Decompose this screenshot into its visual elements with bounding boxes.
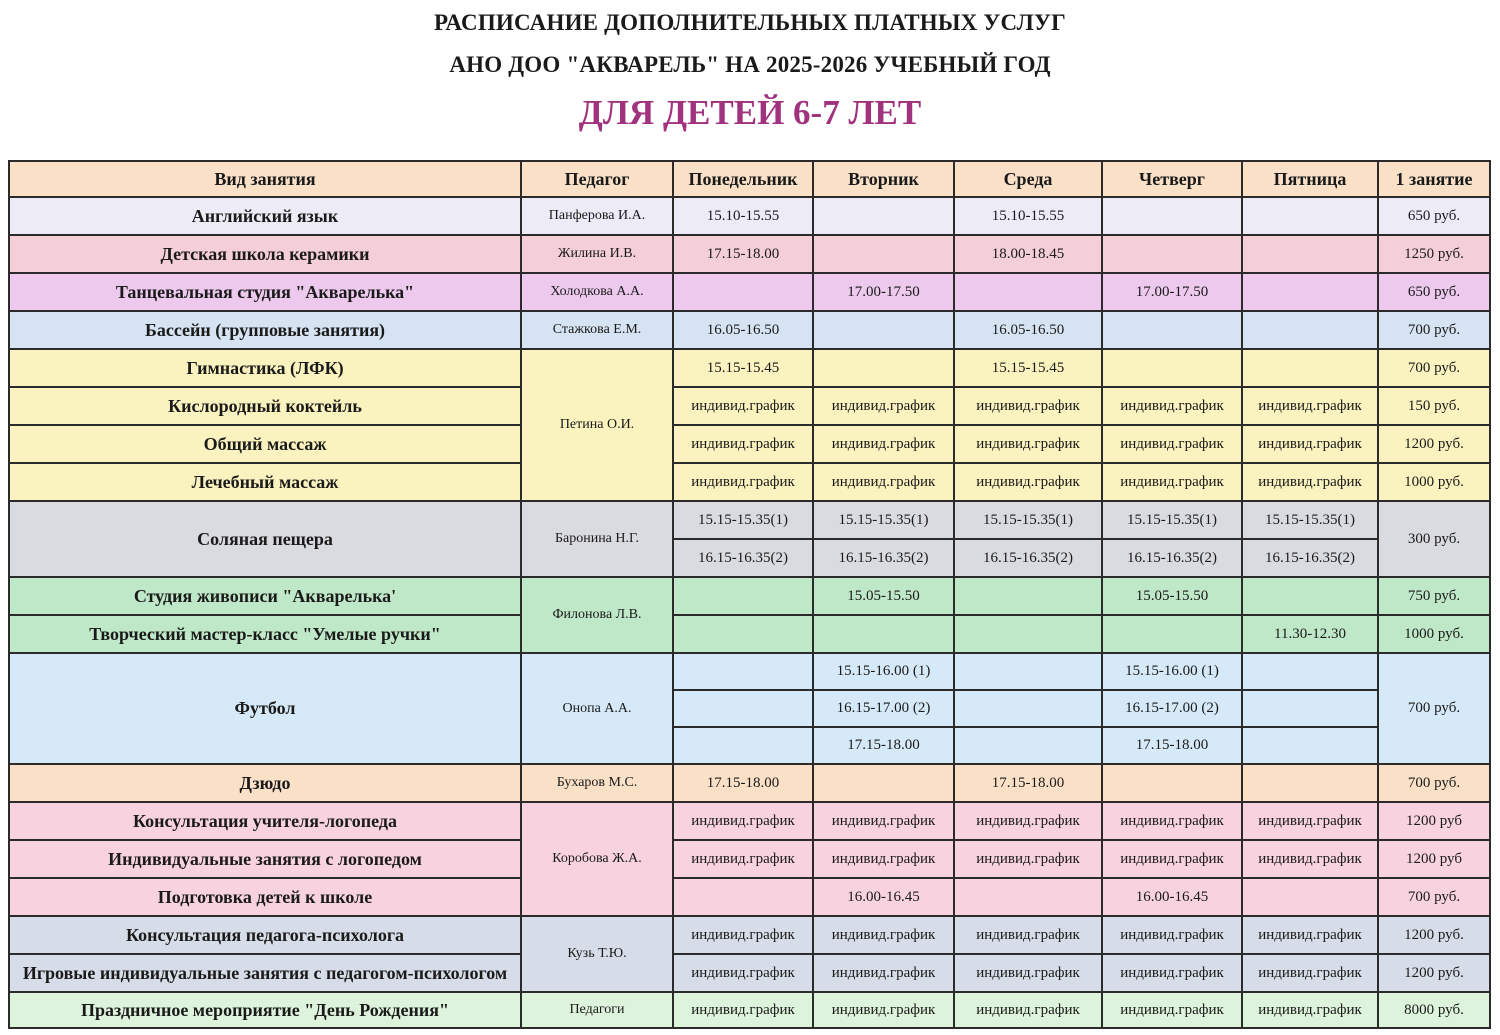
time-cell: 11.30-12.30	[1242, 615, 1378, 653]
table-row	[9, 463, 1490, 501]
price-cell: 1200 руб	[1378, 840, 1490, 878]
time-cell: индивид.график	[954, 387, 1102, 425]
time-cell: индивид.график	[1102, 387, 1242, 425]
time-cell: индивид.график	[1242, 463, 1378, 501]
time-cell	[1242, 727, 1378, 764]
teacher-cell: Петина О.И.	[521, 349, 673, 501]
time-cell: индивид.график	[1242, 992, 1378, 1028]
col-wednesday: Среда	[954, 161, 1102, 197]
time-cell: 15.15-15.35(1)	[1102, 501, 1242, 539]
time-cell: 17.15-18.00	[1102, 727, 1242, 764]
activity-cell: Дзюдо	[9, 764, 521, 802]
time-cell	[954, 878, 1102, 916]
activity-cell: Праздничное мероприятие "День Рождения"	[9, 992, 521, 1028]
time-cell: 15.15-15.45	[954, 349, 1102, 387]
time-cell: индивид.график	[1102, 840, 1242, 878]
time-cell: индивид.график	[954, 954, 1102, 992]
time-cell: 15.15-15.45	[673, 349, 813, 387]
table-row	[9, 954, 1490, 992]
time-cell: индивид.график	[673, 387, 813, 425]
col-price: 1 занятие	[1378, 161, 1490, 197]
time-cell: 18.00-18.45	[954, 235, 1102, 273]
time-cell: индивид.график	[1102, 463, 1242, 501]
price-cell: 300 руб.	[1378, 501, 1490, 577]
time-cell	[673, 878, 813, 916]
header-row	[9, 161, 1490, 197]
table-row	[9, 992, 1490, 1028]
time-cell	[1242, 197, 1378, 235]
col-monday: Понедельник	[673, 161, 813, 197]
time-cell	[954, 727, 1102, 764]
time-cell	[813, 764, 954, 802]
table-row	[9, 311, 1490, 349]
time-cell	[1242, 273, 1378, 311]
time-cell: 15.15-15.35(1)	[954, 501, 1102, 539]
table-row	[9, 349, 1490, 387]
time-cell	[1102, 615, 1242, 653]
time-cell: индивид.график	[1242, 425, 1378, 463]
time-cell: индивид.график	[813, 916, 954, 954]
time-cell	[813, 349, 954, 387]
col-friday: Пятница	[1242, 161, 1378, 197]
price-cell: 700 руб.	[1378, 653, 1490, 764]
time-cell: 16.15-16.35(2)	[954, 539, 1102, 577]
time-cell: 15.10-15.55	[954, 197, 1102, 235]
price-cell: 1250 руб.	[1378, 235, 1490, 273]
price-cell: 1200 руб	[1378, 802, 1490, 840]
activity-cell: Соляная пещера	[9, 501, 521, 577]
teacher-cell: Педагоги	[521, 992, 673, 1028]
time-cell: индивид.график	[673, 463, 813, 501]
time-cell: 15.15-15.35(1)	[813, 501, 954, 539]
col-activity: Вид занятия	[9, 161, 521, 197]
teacher-cell: Кузь Т.Ю.	[521, 916, 673, 992]
table-row	[9, 840, 1490, 878]
price-cell: 750 руб.	[1378, 577, 1490, 615]
time-cell: индивид.график	[673, 425, 813, 463]
time-cell	[954, 653, 1102, 690]
time-cell: 17.15-18.00	[813, 727, 954, 764]
time-cell	[813, 615, 954, 653]
activity-cell: Английский язык	[9, 197, 521, 235]
activity-cell: Кислородный коктейль	[9, 387, 521, 425]
time-cell: 15.15-16.00 (1)	[1102, 653, 1242, 690]
teacher-cell: Панферова И.А.	[521, 197, 673, 235]
time-cell: индивид.график	[954, 802, 1102, 840]
table-row	[9, 802, 1490, 840]
time-cell: 15.15-15.35(1)	[1242, 501, 1378, 539]
time-cell: индивид.график	[1102, 992, 1242, 1028]
table-row	[9, 273, 1490, 311]
col-teacher: Педагог	[521, 161, 673, 197]
table-row	[9, 878, 1490, 916]
time-cell: 15.05-15.50	[1102, 577, 1242, 615]
time-cell	[1242, 764, 1378, 802]
time-cell	[813, 235, 954, 273]
time-cell: 16.15-16.35(2)	[1242, 539, 1378, 577]
time-cell: индивид.график	[673, 954, 813, 992]
activity-cell: Детская школа керамики	[9, 235, 521, 273]
activity-cell: Танцевальная студия "Акварелька"	[9, 273, 521, 311]
table-row	[9, 501, 1490, 539]
time-cell: 15.15-15.35(1)	[673, 501, 813, 539]
price-cell: 150 руб.	[1378, 387, 1490, 425]
price-cell: 700 руб.	[1378, 764, 1490, 802]
title-line-2: АНО ДОО "АКВАРЕЛЬ" НА 2025-2026 УЧЕБНЫЙ ГОД	[449, 52, 1051, 77]
time-cell	[1242, 577, 1378, 615]
time-cell	[1102, 764, 1242, 802]
time-cell: индивид.график	[673, 840, 813, 878]
activity-cell: Консультация учителя-логопеда	[9, 802, 521, 840]
time-cell	[673, 690, 813, 727]
time-cell	[813, 197, 954, 235]
time-cell	[673, 615, 813, 653]
teacher-cell: Онопа А.А.	[521, 653, 673, 764]
time-cell: индивид.график	[954, 425, 1102, 463]
title-age-group: ДЛЯ ДЕТЕЙ 6-7 ЛЕТ	[578, 93, 922, 132]
time-cell: индивид.график	[813, 840, 954, 878]
col-thursday: Четверг	[1102, 161, 1242, 197]
table-row	[9, 653, 1490, 690]
time-cell	[813, 311, 954, 349]
time-cell: 17.00-17.50	[813, 273, 954, 311]
table-row	[9, 197, 1490, 235]
time-cell: индивид.график	[954, 916, 1102, 954]
activity-cell: Индивидуальные занятия с логопедом	[9, 840, 521, 878]
table-row	[9, 577, 1490, 615]
time-cell: индивид.график	[1242, 954, 1378, 992]
time-cell: индивид.график	[954, 992, 1102, 1028]
activity-cell: Лечебный массаж	[9, 463, 521, 501]
time-cell: 16.00-16.45	[813, 878, 954, 916]
time-cell	[954, 273, 1102, 311]
time-cell	[954, 690, 1102, 727]
time-cell	[1102, 311, 1242, 349]
table-row	[9, 615, 1490, 653]
time-cell: 16.15-17.00 (2)	[1102, 690, 1242, 727]
time-cell	[1242, 653, 1378, 690]
activity-cell: Творческий мастер-класс "Умелые ручки"	[9, 615, 521, 653]
time-cell: индивид.график	[1242, 840, 1378, 878]
time-cell	[673, 577, 813, 615]
time-cell: 17.15-18.00	[954, 764, 1102, 802]
time-cell	[1102, 349, 1242, 387]
price-cell: 8000 руб.	[1378, 992, 1490, 1028]
activity-cell: Бассейн (групповые занятия)	[9, 311, 521, 349]
time-cell	[673, 653, 813, 690]
activity-cell: Футбол	[9, 653, 521, 764]
price-cell: 650 руб.	[1378, 273, 1490, 311]
table-row	[9, 916, 1490, 954]
time-cell: 17.15-18.00	[673, 235, 813, 273]
time-cell	[1102, 197, 1242, 235]
time-cell	[1242, 311, 1378, 349]
time-cell: 15.05-15.50	[813, 577, 954, 615]
price-cell: 700 руб.	[1378, 311, 1490, 349]
time-cell: индивид.график	[813, 425, 954, 463]
teacher-cell: Жилина И.В.	[521, 235, 673, 273]
time-cell: индивид.график	[813, 463, 954, 501]
time-cell: индивид.график	[813, 387, 954, 425]
time-cell	[673, 727, 813, 764]
table-row	[9, 387, 1490, 425]
time-cell	[1242, 878, 1378, 916]
price-cell: 700 руб.	[1378, 878, 1490, 916]
schedule-table	[8, 160, 1491, 1029]
activity-cell: Подготовка детей к школе	[9, 878, 521, 916]
time-cell: 16.05-16.50	[673, 311, 813, 349]
price-cell: 1200 руб.	[1378, 425, 1490, 463]
col-tuesday: Вторник	[813, 161, 954, 197]
time-cell: индивид.график	[1242, 802, 1378, 840]
teacher-cell: Баронина Н.Г.	[521, 501, 673, 577]
time-cell: индивид.график	[813, 954, 954, 992]
time-cell	[1242, 690, 1378, 727]
teacher-cell: Стажкова Е.М.	[521, 311, 673, 349]
table-row	[9, 235, 1490, 273]
price-cell: 1000 руб.	[1378, 615, 1490, 653]
time-cell: 16.15-16.35(2)	[673, 539, 813, 577]
time-cell: 17.00-17.50	[1102, 273, 1242, 311]
title-line-1: РАСПИСАНИЕ ДОПОЛНИТЕЛЬНЫХ ПЛАТНЫХ УСЛУГ	[434, 10, 1066, 35]
teacher-cell: Филонова Л.В.	[521, 577, 673, 653]
time-cell: индивид.график	[1102, 916, 1242, 954]
time-cell: 16.15-17.00 (2)	[813, 690, 954, 727]
teacher-cell: Бухаров М.С.	[521, 764, 673, 802]
time-cell: индивид.график	[673, 916, 813, 954]
time-cell: 16.00-16.45	[1102, 878, 1242, 916]
time-cell	[673, 273, 813, 311]
time-cell: индивид.график	[813, 992, 954, 1028]
time-cell	[1242, 235, 1378, 273]
time-cell: индивид.график	[1102, 802, 1242, 840]
time-cell: 17.15-18.00	[673, 764, 813, 802]
time-cell: индивид.график	[954, 840, 1102, 878]
time-cell: индивид.график	[1242, 916, 1378, 954]
time-cell	[1242, 349, 1378, 387]
price-cell: 1200 руб.	[1378, 954, 1490, 992]
activity-cell: Консультация педагога-психолога	[9, 916, 521, 954]
price-cell: 700 руб.	[1378, 349, 1490, 387]
time-cell: 16.15-16.35(2)	[1102, 539, 1242, 577]
time-cell: индивид.график	[1102, 954, 1242, 992]
time-cell: 15.10-15.55	[673, 197, 813, 235]
time-cell: индивид.график	[813, 802, 954, 840]
time-cell: 16.15-16.35(2)	[813, 539, 954, 577]
table-row	[9, 425, 1490, 463]
teacher-cell: Коробова Ж.А.	[521, 802, 673, 916]
time-cell	[954, 577, 1102, 615]
time-cell: 15.15-16.00 (1)	[813, 653, 954, 690]
activity-cell: Общий массаж	[9, 425, 521, 463]
time-cell: индивид.график	[954, 463, 1102, 501]
time-cell	[1102, 235, 1242, 273]
time-cell: индивид.график	[1242, 387, 1378, 425]
time-cell: индивид.график	[1102, 425, 1242, 463]
time-cell: индивид.график	[673, 992, 813, 1028]
teacher-cell: Холодкова А.А.	[521, 273, 673, 311]
time-cell: 16.05-16.50	[954, 311, 1102, 349]
activity-cell: Студия живописи "Акварелька'	[9, 577, 521, 615]
activity-cell: Гимнастика (ЛФК)	[9, 349, 521, 387]
time-cell: индивид.график	[673, 802, 813, 840]
time-cell	[954, 615, 1102, 653]
activity-cell: Игровые индивидуальные занятия с педагогом-психологом	[9, 954, 521, 992]
price-cell: 1200 руб.	[1378, 916, 1490, 954]
price-cell: 1000 руб.	[1378, 463, 1490, 501]
price-cell: 650 руб.	[1378, 197, 1490, 235]
table-row	[9, 764, 1490, 802]
